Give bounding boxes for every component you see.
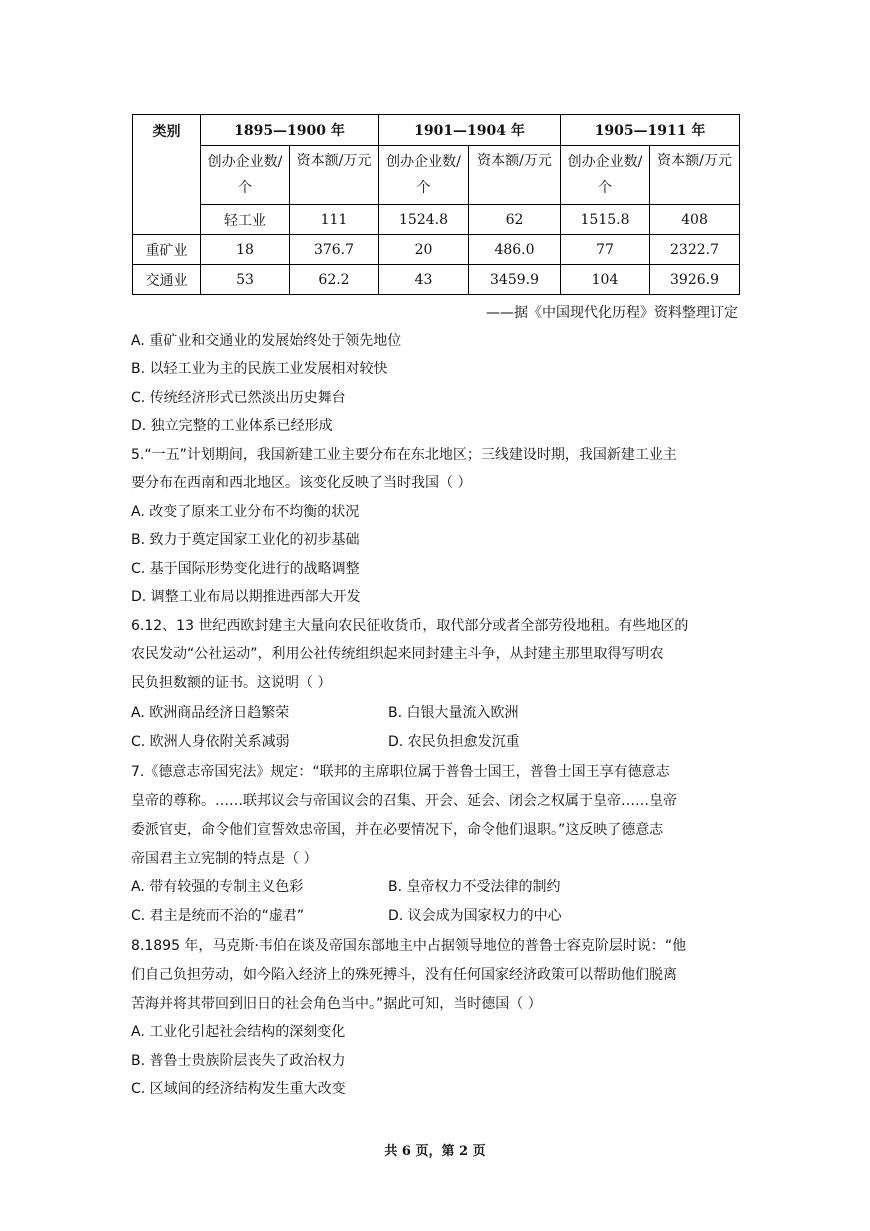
q4-option-d: D. 独立完整的工业体系已经形成: [131, 418, 333, 434]
q6-option-b: B. 白银大量流入欧洲: [388, 705, 519, 721]
q4-option-c: C. 传统经济形式已然淡出历史舞台: [131, 390, 346, 406]
q8-stem-line: 8.1895 年，马克斯·韦伯在谈及帝国东部地主中占据领导地位的普鲁士容克阶层时说：“他: [131, 938, 687, 954]
table-cell: 77: [561, 235, 650, 265]
q6-stem-line: 民负担数额的证书。这说明（ ）: [131, 675, 332, 691]
table-cell: 1515.8: [561, 205, 650, 235]
q7-option-b: B. 皇帝权力不受法律的制约: [388, 879, 561, 895]
table-header-row: [133, 115, 740, 146]
row-label: 重矿业: [133, 235, 201, 265]
table-cell: 486.0: [469, 235, 561, 265]
table-row: [133, 205, 740, 235]
row-label: 交通业: [133, 265, 201, 295]
q5-option-a: A. 改变了原来工业分布不均衡的状况: [131, 504, 360, 520]
q7-option-c: C. 君主是统而不治的“虚君”: [131, 908, 305, 924]
enterprise-count-header: 创办企业数/ 个: [379, 146, 469, 205]
period-header: 1895—1900 年: [201, 115, 379, 146]
q5-option-c: C. 基于国际形势变化进行的战略调整: [131, 561, 360, 577]
table-cell: 2322.7: [650, 235, 740, 265]
q6-stem-line: 农民发动“公社运动”，利用公社传统组织起来同封建主斗争，从封建主那里取得写明农: [131, 646, 664, 662]
q6-option-c: C. 欧洲人身依附关系减弱: [131, 734, 290, 750]
q5-option-b: B. 致力于奠定国家工业化的初步基础: [131, 532, 360, 548]
q7-stem-line: 皇帝的尊称。……联邦议会与帝国议会的召集、开会、延会、闭会之权属于皇帝……皇帝: [131, 793, 677, 809]
capital-header: 资本额/万元: [469, 146, 561, 205]
row-label: 轻工业: [201, 205, 290, 235]
enterprise-count-header: 创办企业数/ 个: [561, 146, 650, 205]
table-cell: 1524.8: [379, 205, 469, 235]
table-cell: 43: [379, 265, 469, 295]
q5-option-d: D. 调整工业布局以期推进西部大开发: [131, 589, 361, 605]
table-cell: 62: [469, 205, 561, 235]
q8-option-a: A. 工业化引起社会结构的深刻变化: [131, 1024, 346, 1040]
table-cell: 376.7: [290, 235, 379, 265]
table-cell: 53: [201, 265, 290, 295]
table-cell: 104: [561, 265, 650, 295]
q7-stem-line: 帝国君主立宪制的特点是（ ）: [131, 851, 318, 867]
q4-option-b: B. 以轻工业为主的民族工业发展相对较快: [131, 361, 388, 377]
table-cell: 62.2: [290, 265, 379, 295]
table-row: [133, 235, 740, 265]
capital-header: 资本额/万元: [290, 146, 379, 205]
q5-stem-line: 要分布在西南和西北地区。该变化反映了当时我国（ ）: [131, 475, 472, 491]
q6-option-d: D. 农民负担愈发沉重: [388, 734, 520, 750]
q4-option-a: A. 重矿业和交通业的发展始终处于领先地位: [131, 333, 402, 349]
period-header: 1901—1904 年: [379, 115, 561, 146]
q8-option-c: C. 区域间的经济结构发生重大改变: [131, 1081, 346, 1097]
table-source-note: ——据《中国现代化历程》资料整理订定: [486, 305, 738, 321]
q8-stem-line: 苦海并将其带回到旧日的社会角色当中。”据此可知，当时德国（ ）: [131, 996, 542, 1012]
q6-stem-line: 6.12、13 世纪西欧封建主大量向农民征收货币，取代部分或者全部劳役地租。有些地区的: [131, 618, 689, 634]
table-cell: 3459.9: [469, 265, 561, 295]
table-corner-header: 类别: [133, 115, 201, 235]
enterprise-count-header: 创办企业数/ 个: [201, 146, 290, 205]
table-cell: 3926.9: [650, 265, 740, 295]
q7-option-d: D. 议会成为国家权力的中心: [388, 908, 562, 924]
q8-option-b: B. 普鲁士贵族阶层丧失了政治权力: [131, 1053, 346, 1069]
q7-stem-line: 委派官吏，命令他们宣誓效忠帝国，并在必要情况下，命令他们退职。”这反映了德意志: [131, 822, 664, 838]
q5-stem-line: 5.“一五”计划期间，我国新建工业主要分布在东北地区；三线建设时期，我国新建工业主: [131, 447, 677, 463]
table-row: [133, 265, 740, 295]
q8-stem-line: 们自己负担劳动，如今陷入经济上的殊死搏斗，没有任何国家经济政策可以帮助他们脱离: [131, 967, 677, 983]
page-footer: 共 6 页，第 2 页: [384, 1144, 486, 1159]
table-cell: 408: [650, 205, 740, 235]
table-cell: 111: [290, 205, 379, 235]
enterprise-table: [132, 114, 740, 295]
period-header: 1905—1911 年: [561, 115, 740, 146]
table-subheader-row: [133, 146, 740, 205]
table-cell: 20: [379, 235, 469, 265]
q6-option-a: A. 欧洲商品经济日趋繁荣: [131, 705, 290, 721]
q7-option-a: A. 带有较强的专制主义色彩: [131, 879, 304, 895]
table-cell: 18: [201, 235, 290, 265]
q7-stem-line: 7.《德意志帝国宪法》规定：“联邦的主席职位属于普鲁士国王，普鲁士国王享有德意志: [131, 764, 670, 780]
capital-header: 资本额/万元: [650, 146, 740, 205]
